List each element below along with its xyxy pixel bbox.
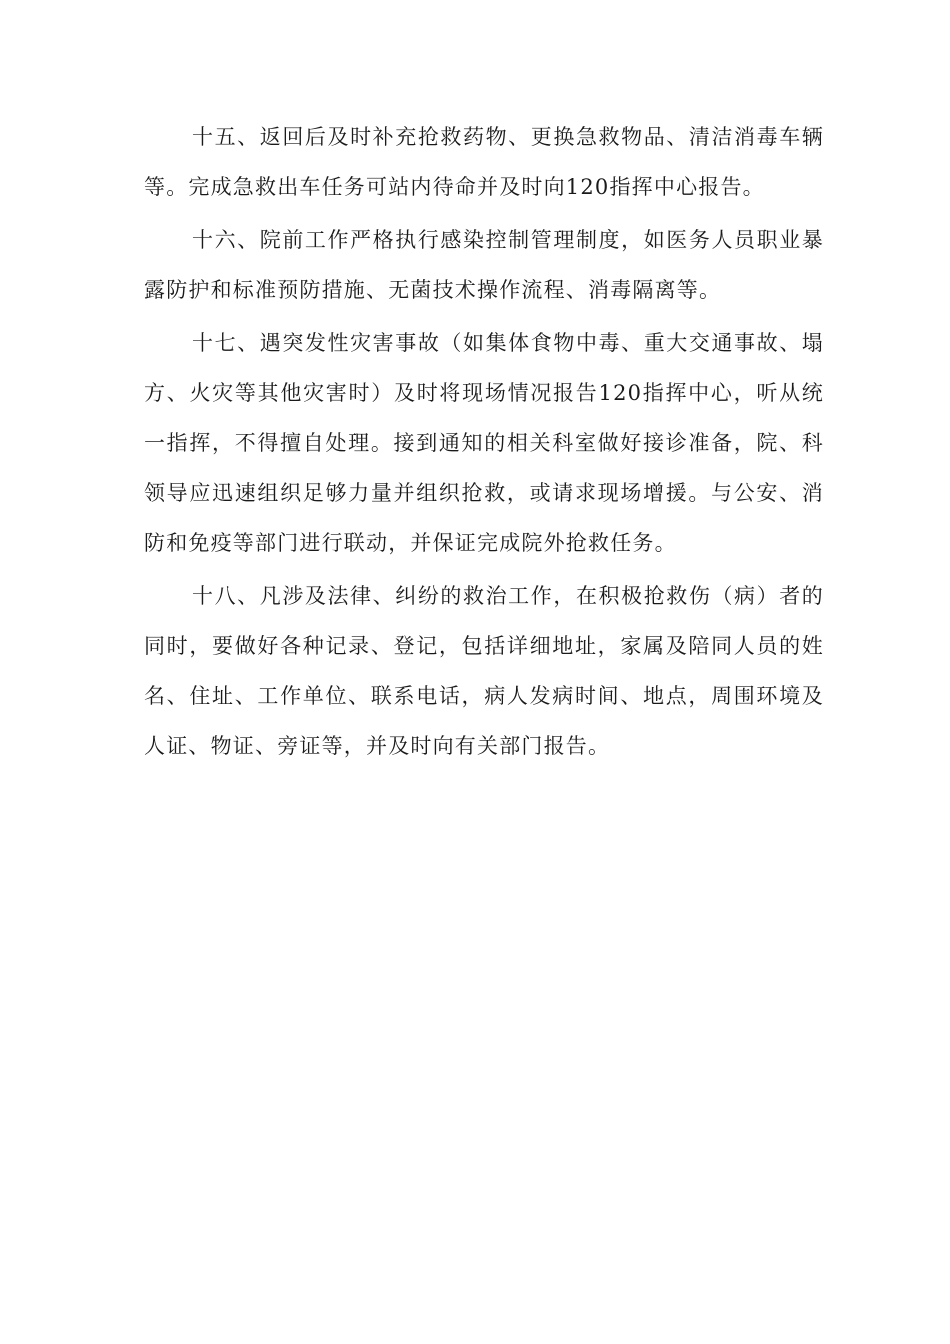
paragraph-16: 十六、院前工作严格执行感染控制管理制度，如医务人员职业暴露防护和标准预防措施、无菌技术操作流程、消毒隔离等。 <box>144 228 824 302</box>
paragraph-15: 十五、返回后及时补充抢救药物、更换急救物品、清洁消毒车辆等。完成急救出车任务可站内待命并及时向120指挥中心报告。 <box>144 125 824 199</box>
document-body <box>144 112 824 774</box>
paragraph-17: 十七、遇突发性灾害事故（如集体食物中毒、重大交通事故、塌方、火灾等其他灾害时）及时将现场情况报告120指挥中心，听从统一指挥，不得擅自处理。接到通知的相关科室做好接诊准备，院、科领导应迅速组织足够力量并组织抢救，或请求现场增援。与公安、消防和免疫等部门进行联动，并保证完成院外抢救任务。 <box>144 331 824 555</box>
paragraph-18: 十八、凡涉及法律、纠纷的救治工作，在积极抢救伤（病）者的同时，要做好各种记录、登记，包括详细地址，家属及陪同人员的姓名、住址、工作单位、联系电话，病人发病时间、地点，周围环境及人证、物证、旁证等，并及时向有关部门报告。 <box>144 584 824 758</box>
